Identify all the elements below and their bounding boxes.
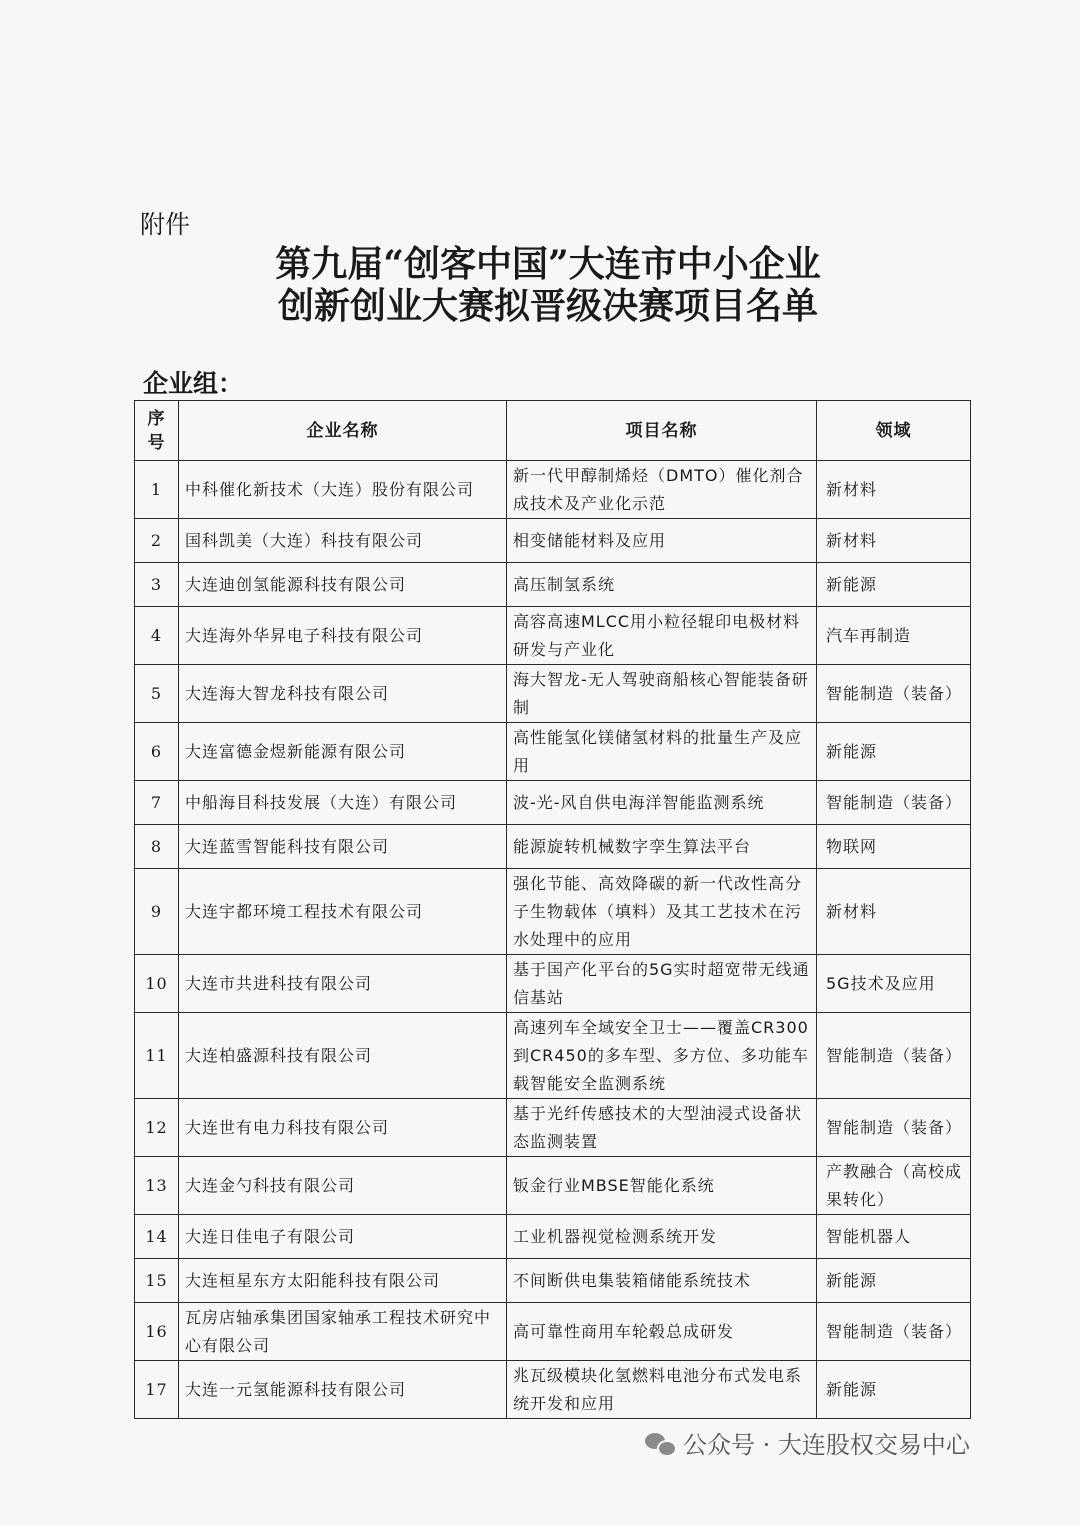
attachment-label: 附件 (140, 210, 191, 239)
table-row (135, 1099, 971, 1157)
header-company: 企业名称 (179, 401, 507, 461)
row-company: 大连世有电力科技有限公司 (179, 1099, 507, 1157)
row-seq: 4 (135, 607, 179, 665)
row-field: 5G技术及应用 (817, 955, 971, 1013)
row-project: 高速列车全域安全卫士——覆盖CR300到CR450的多车型、多方位、多功能车载智能安全监测系统 (507, 1013, 817, 1099)
row-seq: 12 (135, 1099, 179, 1157)
row-seq: 13 (135, 1157, 179, 1215)
row-seq: 11 (135, 1013, 179, 1099)
document-title-line1: 第九届“创客中国”大连市中小企业 (275, 243, 821, 285)
row-field: 产教融合（高校成果转化） (817, 1157, 971, 1215)
table-row (135, 825, 971, 869)
row-field: 智能制造（装备） (817, 1303, 971, 1361)
row-company: 大连蓝雪智能科技有限公司 (179, 825, 507, 869)
row-company: 瓦房店轴承集团国家轴承工程技术研究中心有限公司 (179, 1303, 507, 1361)
table-row (135, 461, 971, 519)
row-seq: 10 (135, 955, 179, 1013)
row-field: 新材料 (817, 869, 971, 955)
table-row (135, 665, 971, 723)
row-company: 大连富德金煜新能源有限公司 (179, 723, 507, 781)
row-field: 新能源 (817, 723, 971, 781)
watermark (645, 1425, 970, 1460)
row-field: 新能源 (817, 1361, 971, 1419)
wechat-icon (645, 1431, 675, 1455)
row-seq: 17 (135, 1361, 179, 1419)
row-project: 海大智龙-无人驾驶商船核心智能装备研制 (507, 665, 817, 723)
row-project: 强化节能、高效降碳的新一代改性高分子生物载体（填料）及其工艺技术在污水处理中的应用 (507, 869, 817, 955)
row-company: 大连市共进科技有限公司 (179, 955, 507, 1013)
row-project: 基于光纤传感技术的大型油浸式设备状态监测装置 (507, 1099, 817, 1157)
row-seq: 3 (135, 563, 179, 607)
row-project: 高容高速MLCC用小粒径辊印电极材料研发与产业化 (507, 607, 817, 665)
table-row (135, 1215, 971, 1259)
table-row (135, 955, 971, 1013)
table-row (135, 563, 971, 607)
row-seq: 5 (135, 665, 179, 723)
table-row (135, 1361, 971, 1419)
row-project: 高压制氢系统 (507, 563, 817, 607)
header-seq: 序号 (135, 401, 179, 461)
row-company: 大连金勺科技有限公司 (179, 1157, 507, 1215)
row-field: 智能机器人 (817, 1215, 971, 1259)
document-title-line2: 创新创业大赛拟晋级决赛项目名单 (277, 285, 818, 327)
row-field: 智能制造（装备） (817, 781, 971, 825)
table-row (135, 723, 971, 781)
row-company: 大连日佳电子有限公司 (179, 1215, 507, 1259)
table-row (135, 781, 971, 825)
project-list-table (134, 400, 971, 1419)
row-company: 国科凯美（大连）科技有限公司 (179, 519, 507, 563)
row-seq: 1 (135, 461, 179, 519)
row-company: 大连一元氢能源科技有限公司 (179, 1361, 507, 1419)
row-company: 大连柏盛源科技有限公司 (179, 1013, 507, 1099)
group-label: 企业组： (143, 369, 244, 398)
row-company: 大连海外华昇电子科技有限公司 (179, 607, 507, 665)
row-seq: 9 (135, 869, 179, 955)
row-project: 基于国产化平台的5G实时超宽带无线通信基站 (507, 955, 817, 1013)
table-row (135, 1013, 971, 1099)
row-project: 新一代甲醇制烯烃（DMTO）催化剂合成技术及产业化示范 (507, 461, 817, 519)
row-seq: 6 (135, 723, 179, 781)
row-project: 相变储能材料及应用 (507, 519, 817, 563)
watermark-text: 公众号 · 大连股权交易中心 (683, 1431, 970, 1459)
row-seq: 16 (135, 1303, 179, 1361)
row-field: 智能制造（装备） (817, 1099, 971, 1157)
row-seq: 7 (135, 781, 179, 825)
row-project: 高性能氢化镁储氢材料的批量生产及应用 (507, 723, 817, 781)
row-field: 新材料 (817, 461, 971, 519)
row-field: 智能制造（装备） (817, 1013, 971, 1099)
table-row (135, 1157, 971, 1215)
row-seq: 14 (135, 1215, 179, 1259)
row-company: 中科催化新技术（大连）股份有限公司 (179, 461, 507, 519)
table-row (135, 607, 971, 665)
row-project: 钣金行业MBSE智能化系统 (507, 1157, 817, 1215)
row-seq: 2 (135, 519, 179, 563)
row-company: 大连海大智龙科技有限公司 (179, 665, 507, 723)
row-field: 智能制造（装备） (817, 665, 971, 723)
row-project: 能源旋转机械数字孪生算法平台 (507, 825, 817, 869)
row-company: 中船海目科技发展（大连）有限公司 (179, 781, 507, 825)
row-project: 工业机器视觉检测系统开发 (507, 1215, 817, 1259)
row-field: 新能源 (817, 1259, 971, 1303)
row-seq: 8 (135, 825, 179, 869)
row-seq: 15 (135, 1259, 179, 1303)
row-field: 新材料 (817, 519, 971, 563)
table-row (135, 519, 971, 563)
row-project: 高可靠性商用车轮毂总成研发 (507, 1303, 817, 1361)
row-project: 兆瓦级模块化氢燃料电池分布式发电系统开发和应用 (507, 1361, 817, 1419)
row-field: 新能源 (817, 563, 971, 607)
row-project: 不间断供电集装箱储能系统技术 (507, 1259, 817, 1303)
row-field: 汽车再制造 (817, 607, 971, 665)
header-project: 项目名称 (507, 401, 817, 461)
table-row (135, 869, 971, 955)
row-company: 大连桓星东方太阳能科技有限公司 (179, 1259, 507, 1303)
table-row (135, 1259, 971, 1303)
table-header-row (135, 401, 971, 461)
table-row (135, 1303, 971, 1361)
row-field: 物联网 (817, 825, 971, 869)
header-field: 领域 (817, 401, 971, 461)
row-company: 大连宇都环境工程技术有限公司 (179, 869, 507, 955)
row-project: 波-光-风自供电海洋智能监测系统 (507, 781, 817, 825)
row-company: 大连迪创氢能源科技有限公司 (179, 563, 507, 607)
